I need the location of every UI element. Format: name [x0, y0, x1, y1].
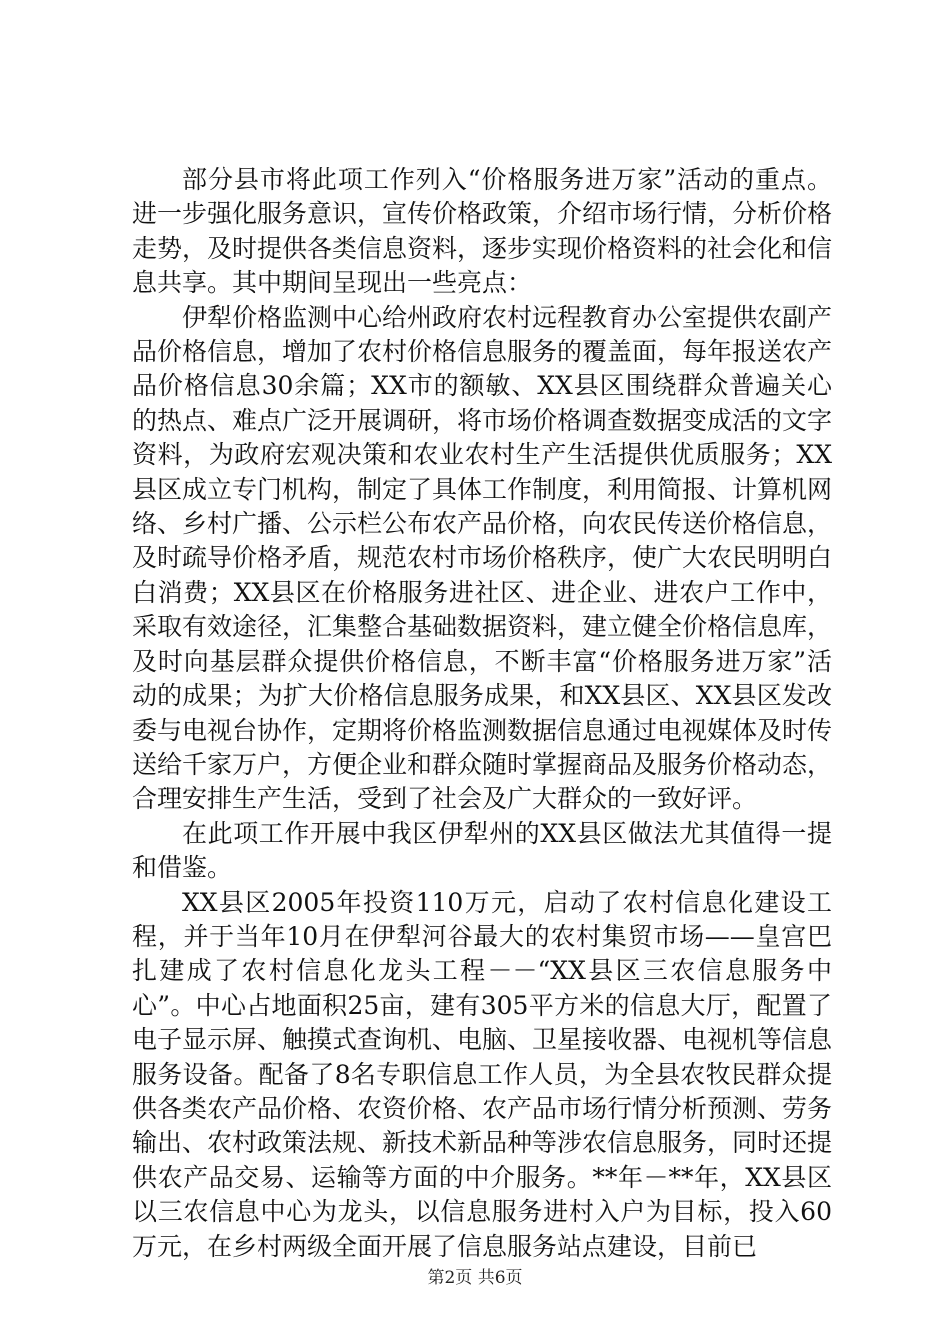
- paragraph-4: XX县区2005年投资110万元，启动了农村信息化建设工程，并于当年10月在伊犁河谷最大的农村集贸市场——皇宫巴扎建成了农村信息化龙头工程－－“XX县区三农信息服务中心”。中心占地面积25亩，建有305平方米的信息大厅，配置了电子显示屏、触摸式查询机、电脑、卫星接收器、电视机等信息服务设备。配备了8名专职信息工作人员，为全县农牧民群众提供各类农产品价格、农资价格、农产品市场行情分析预测、劳务输出、农村政策法规、新技术新品种等涉农信息服务，同时还提供农产品交易、运输等方面的中介服务。**年－**年，XX县区以三农信息中心为龙头，以信息服务进村入户为目标，投入60万元，在乡村两级全面开展了信息服务站点建设，目前已: [132, 887, 833, 1261]
- paragraph-3: 在此项工作开展中我区伊犁州的XX县区做法尤其值得一提和借鉴。: [132, 818, 832, 883]
- document-body: [132, 163, 832, 1264]
- paragraph-1: 部分县市将此项工作列入“价格服务进万家”活动的重点。进一步强化服务意识，宣传价格政策，介绍市场行情，分析价格走势，及时提供各类信息资料，逐步实现价格资料的社会化和信息共享。其中期间呈现出一些亮点：: [132, 165, 833, 298]
- page-footer: 第2页 共6页: [427, 1268, 523, 1288]
- paragraph-2: 伊犁价格监测中心给州政府农村远程教育办公室提供农副产品价格信息，增加了农村价格信息服务的覆盖面，每年报送农产品价格信息30余篇；XX市的额敏、XX县区围绕群众普遍关心的热点、难点广泛开展调研，将市场价格调查数据变成活的文字资料，为政府宏观决策和农业农村生产生活提供优质服务；XX县区成立专门机构，制定了具体工作制度，利用简报、计算机网络、乡村广播、公示栏公布农产品价格，向农民传送价格信息，及时疏导价格矛盾，规范农村市场价格秩序，使广大农民明明白白消费；XX县区在价格服务进社区、进企业、进农户工作中，采取有效途径，汇集整合基础数据资料，建立健全价格信息库，及时向基层群众提供价格信息，不断丰富“价格服务进万家”活动的成果；为扩大价格信息服务成果，和XX县区、XX县区发改委与电视台协作，定期将价格监测数据信息通过电视媒体及时传送给千家万户，方便企业和群众随时掌握商品及服务价格动态，合理安排生产生活，受到了社会及广大群众的一致好评。: [132, 302, 833, 814]
